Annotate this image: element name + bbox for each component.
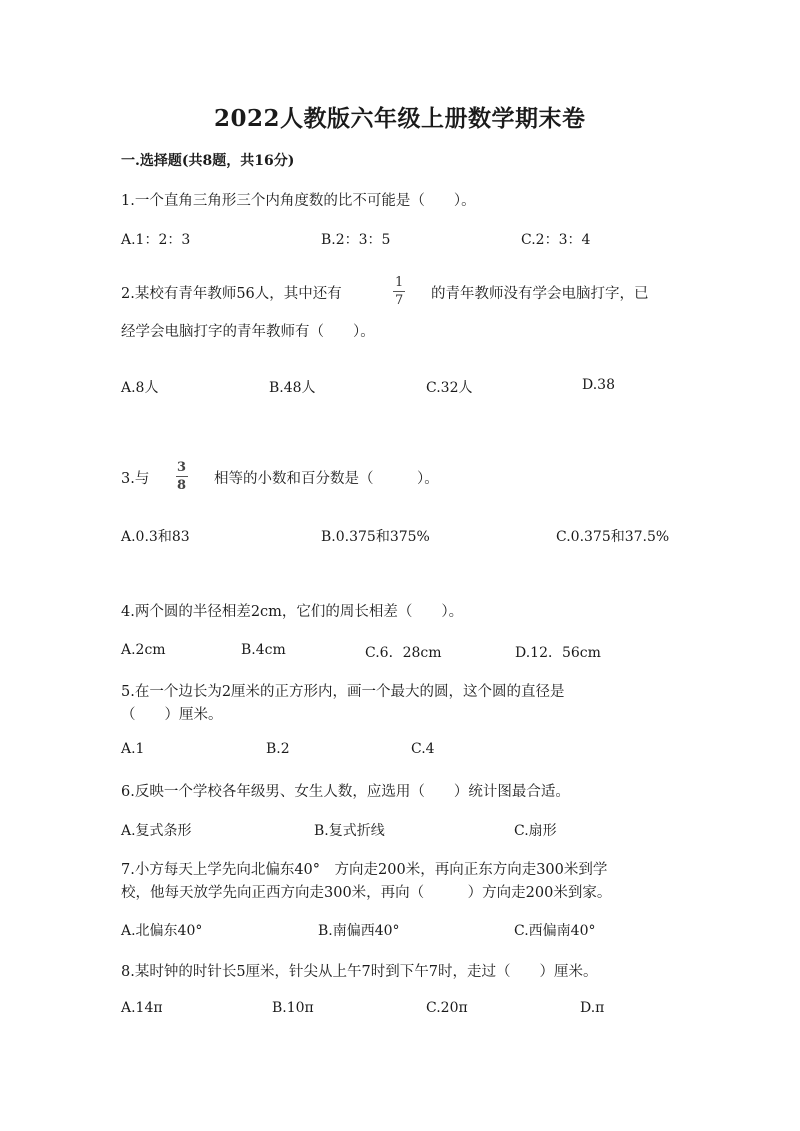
fraction-denominator: 7 [395,293,404,308]
question-6-text: 6.反映一个学校各年级男、女生人数，应选用（ ）统计图最合适。 [121,784,570,800]
fraction-bar [176,476,188,477]
question-2-fraction [393,276,405,307]
question-7-option-a: A.北偏东40° [121,923,203,939]
question-1-option-c: C.2：3：4 [521,232,591,248]
question-7-option-b: B.南偏西40° [318,923,400,939]
question-6-option-a: A.复式条形 [121,823,192,839]
question-7-text-part1: 7.小方每天上学先向北偏东40° 方向走200米，再向正东方向走300米到学 [121,862,608,878]
question-3-option-b: B.0.375和375% [321,529,430,545]
page-title: 2022人教版六年级上册数学期末卷 [214,105,586,132]
question-8-option-c: C.20π [426,1000,468,1016]
question-2-option-c: C.32人 [426,380,473,396]
question-4-option-b: B.4cm [241,642,286,658]
question-3-option-a: A.0.3和83 [121,529,190,545]
question-5-option-b: B.2 [266,741,290,757]
question-6-option-b: B.复式折线 [314,823,385,839]
question-1-text: 1.一个直角三角形三个内角度数的比不可能是（ ）。 [121,193,476,209]
question-5-text-part2: （ ）厘米。 [121,707,223,723]
question-4-text: 4.两个圆的半径相差2cm，它们的周长相差（ ）。 [121,604,464,620]
question-7-text-part2: 校，他每天放学先向正西方向走300米，再向（ ）方向走200米到家。 [121,885,612,901]
question-4-option-c: C.6．28cm [365,645,442,661]
question-1-option-b: B.2：3：5 [321,232,391,248]
question-5-text-part1: 5.在一个边长为2厘米的正方形内，画一个最大的圆，这个圆的直径是 [121,684,565,700]
fraction-numerator: 1 [395,275,404,290]
question-8-text: 8.某时钟的时针长5厘米，针尖从上午7时到下午7时，走过（ ）厘米。 [121,964,598,980]
question-3-option-c: C.0.375和37.5% [556,529,670,545]
question-3-text-part2: 相等的小数和百分数是（ ）。 [214,471,439,487]
question-1-option-a: A.1：2：3 [121,232,191,248]
fraction-numerator: 3 [177,460,187,475]
question-3-text-part1: 3.与 [121,471,150,487]
question-2-option-d: D.38 [582,377,615,393]
question-8-option-d: D.π [580,1000,605,1016]
fraction-denominator: 8 [177,478,187,493]
question-2-text-part1: 2.某校有青年教师56人，其中还有 [121,286,342,302]
question-5-option-c: C.4 [411,741,435,757]
question-2-text-part2: 的青年教师没有学会电脑打字，已 [431,286,649,302]
section-heading: 一.选择题(共8题，共16分) [121,153,295,169]
question-8-option-a: A.14π [121,1000,163,1016]
fraction-bar [393,291,405,292]
question-8-option-b: B.10π [272,1000,314,1016]
question-7-option-c: C.西偏南40° [514,923,596,939]
question-5-option-a: A.1 [121,741,145,757]
question-3-fraction [175,461,188,492]
question-2-option-a: A.8人 [121,380,159,396]
question-6-option-c: C.扇形 [514,823,557,839]
question-2-option-b: B.48人 [269,380,316,396]
question-4-option-a: A.2cm [121,642,166,658]
question-2-text-part3: 经学会电脑打字的青年教师有（ ）。 [121,324,375,340]
question-4-option-d: D.12．56cm [515,645,601,661]
